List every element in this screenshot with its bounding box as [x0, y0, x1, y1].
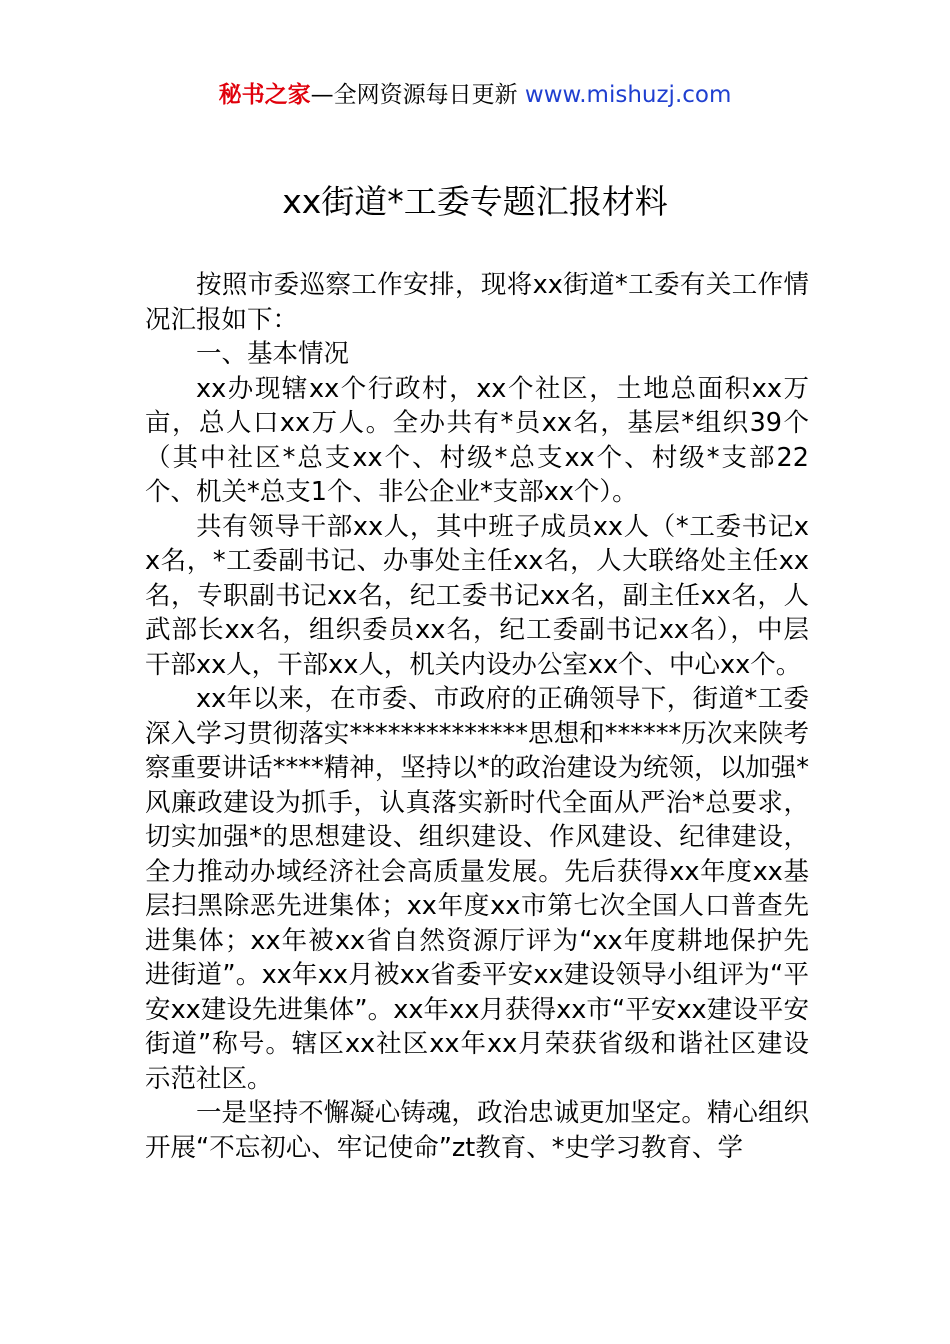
paragraph-overview: xx办现辖xx个行政村，xx个社区，土地总面积xx万亩，总人口xx万人。全办共有*员xx名，基层*组织39个（其中社区*总支xx个、村级*总支xx个、村级*支部22个、机关*总支1个、非公企业*支部xx个）。 — [145, 373, 809, 507]
document-body — [145, 268, 809, 1165]
paragraph-achievements: xx年以来，在市委、市政府的正确领导下，街道*工委深入学习贯彻落实**************思想和******历次来陕考察重要讲话****精神，坚持以*的政治建设为统领，以加强*风廉政建设为抓手，认真落实新时代全面从严治*总要求，切实加强*的思想建设、组织建设、作风建设、纪律建设，全力推动办域经济社会高质量发展。先后获得xx年度xx基层扫黑除恶先进集体；xx年度xx市第七次全国人口普查先进集体；xx年被xx省自然资源厅评为“xx年度耕地保护先进街道”。xx年xx月被xx省委平安xx建设领导小组评为“平安xx建设先进集体”。xx年xx月获得xx市“平安xx建设平安街道”称号。辖区xx社区xx年xx月荣获省级和谐社区建设示范社区。 — [145, 684, 809, 1094]
site-header — [0, 78, 950, 112]
site-url[interactable]: www.mishuzj.com — [524, 82, 732, 108]
section-heading-basic-info: 一、基本情况 — [196, 339, 350, 369]
paragraph-leadership: 共有领导干部xx人，其中班子成员xx人（*工委书记xx名，*工委副书记、办事处主任xx名，人大联络处主任xx名，专职副书记xx名，纪工委书记xx名，副主任xx名，人武部长xx名，组织委员xx名，纪工委副书记xx名），中层干部xx人，干部xx人，机关内设办公室xx个、中心xx个。 — [145, 511, 809, 680]
paragraph-first-point: 一是坚持不懈凝心铸魂，政治忠诚更加坚定。精心组织开展“不忘初心、牢记使命”zt教育、*史学习教育、学 — [145, 1098, 809, 1163]
paragraph-intro: 按照市委巡察工作安排，现将xx街道*工委有关工作情况汇报如下： — [145, 270, 809, 335]
header-tagline: —全网资源每日更新 — [310, 82, 525, 108]
document-title: xx街道*工委专题汇报材料 — [282, 182, 668, 221]
brand-name: 秘书之家 — [218, 82, 311, 108]
